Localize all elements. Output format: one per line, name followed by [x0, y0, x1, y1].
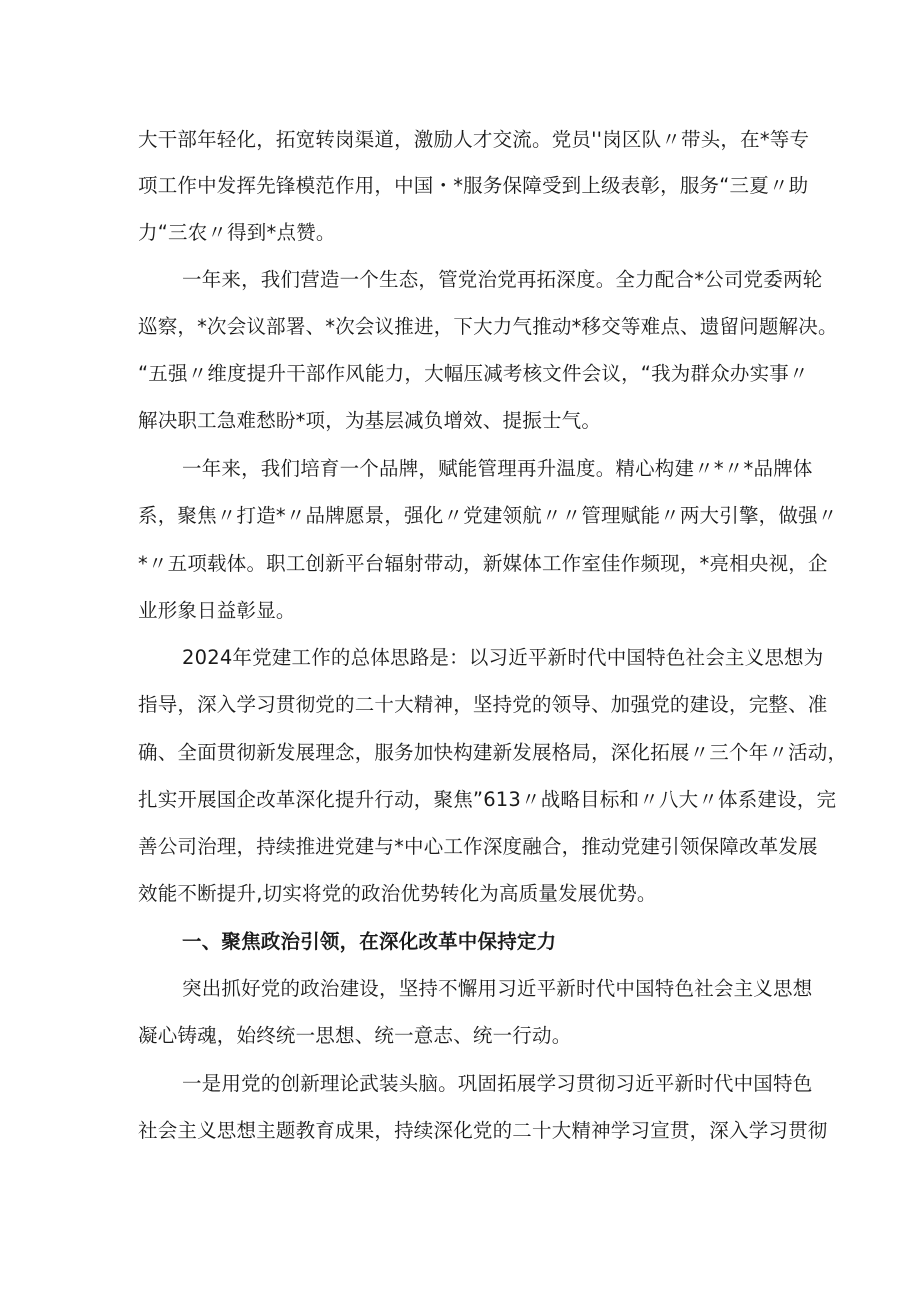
section-heading: 一、聚焦政治引领，在深化改革中保持定力 [182, 930, 557, 953]
body-line: 巡察，*次会议部署、*次会议推进，下大力气推动*移交等难点、遗留问题解决。 [138, 315, 838, 338]
body-line: 力“三农〃得到*点赞。 [138, 221, 336, 244]
body-line: 效能不断提升,切实将党的政治优势转化为高质量发展优势。 [138, 882, 657, 905]
paragraph-first-line: 2024年党建工作的总体思路是：以习近平新时代中国特色社会主义思想为 [182, 646, 824, 669]
body-line: 业形象日益彰显。 [138, 599, 296, 622]
body-line: 确、全面贯彻新发展理念，服务加快构建新发展格局，深化拓展〃三个年〃活动， [138, 741, 848, 764]
body-line: “五强〃维度提升干部作风能力，大幅压减考核文件会议，“我为群众办实事〃 [138, 362, 809, 385]
paragraph-first-line: 一年来，我们培育一个品牌，赋能管理再升温度。精心构建〃*〃*品牌体 [182, 457, 813, 480]
body-line: *〃五项载体。职工创新平台辐射带动，新媒体工作室佳作频现，*亮相央视，企 [138, 552, 828, 575]
body-line: 善公司治理，持续推进党建与*中心工作深度融合，推动党建引领保障改革发展 [138, 835, 818, 858]
paragraph-first-line: 一年来，我们营造一个生态，管党治党再拓深度。全力配合*公司党委两轮 [182, 268, 823, 291]
paragraph-first-line: 突出抓好党的政治建设，坚持不懈用习近平新时代中国特色社会主义思想 [182, 977, 813, 1000]
paragraph-first-line: 一是用党的创新理论武装头脑。巩固拓展学习贯彻习近平新时代中国特色 [182, 1072, 813, 1095]
body-line: 大干部年轻化，拓宽转岗渠道，激励人才交流。党员''岗区队〃带头，在*等专 [138, 128, 810, 151]
body-line: 扎实开展国企改革深化提升行动，聚焦”613〃战略目标和〃八大〃体系建设，完 [138, 788, 837, 811]
body-line: 指导，深入学习贯彻党的二十大精神，坚持党的领导、加强党的建设，完整、准 [138, 693, 828, 716]
body-line: 凝心铸魂，始终统一思想、统一意志、统一行动。 [138, 1024, 572, 1047]
body-line: 社会主义思想主题教育成果，持续深化党的二十大精神学习宣贯，深入学习贯彻 [138, 1119, 828, 1142]
body-line: 解决职工急难愁盼*项，为基层减负增效、提振士气。 [138, 409, 602, 432]
body-line: 项工作中发挥先锋模范作用，中国・*服务保障受到上级表彰，服务“三夏〃助 [138, 174, 809, 197]
body-line: 系，聚焦〃打造*〃品牌愿景，强化〃党建领航〃〃管理赋能〃两大引擎，做强〃 [138, 504, 838, 527]
